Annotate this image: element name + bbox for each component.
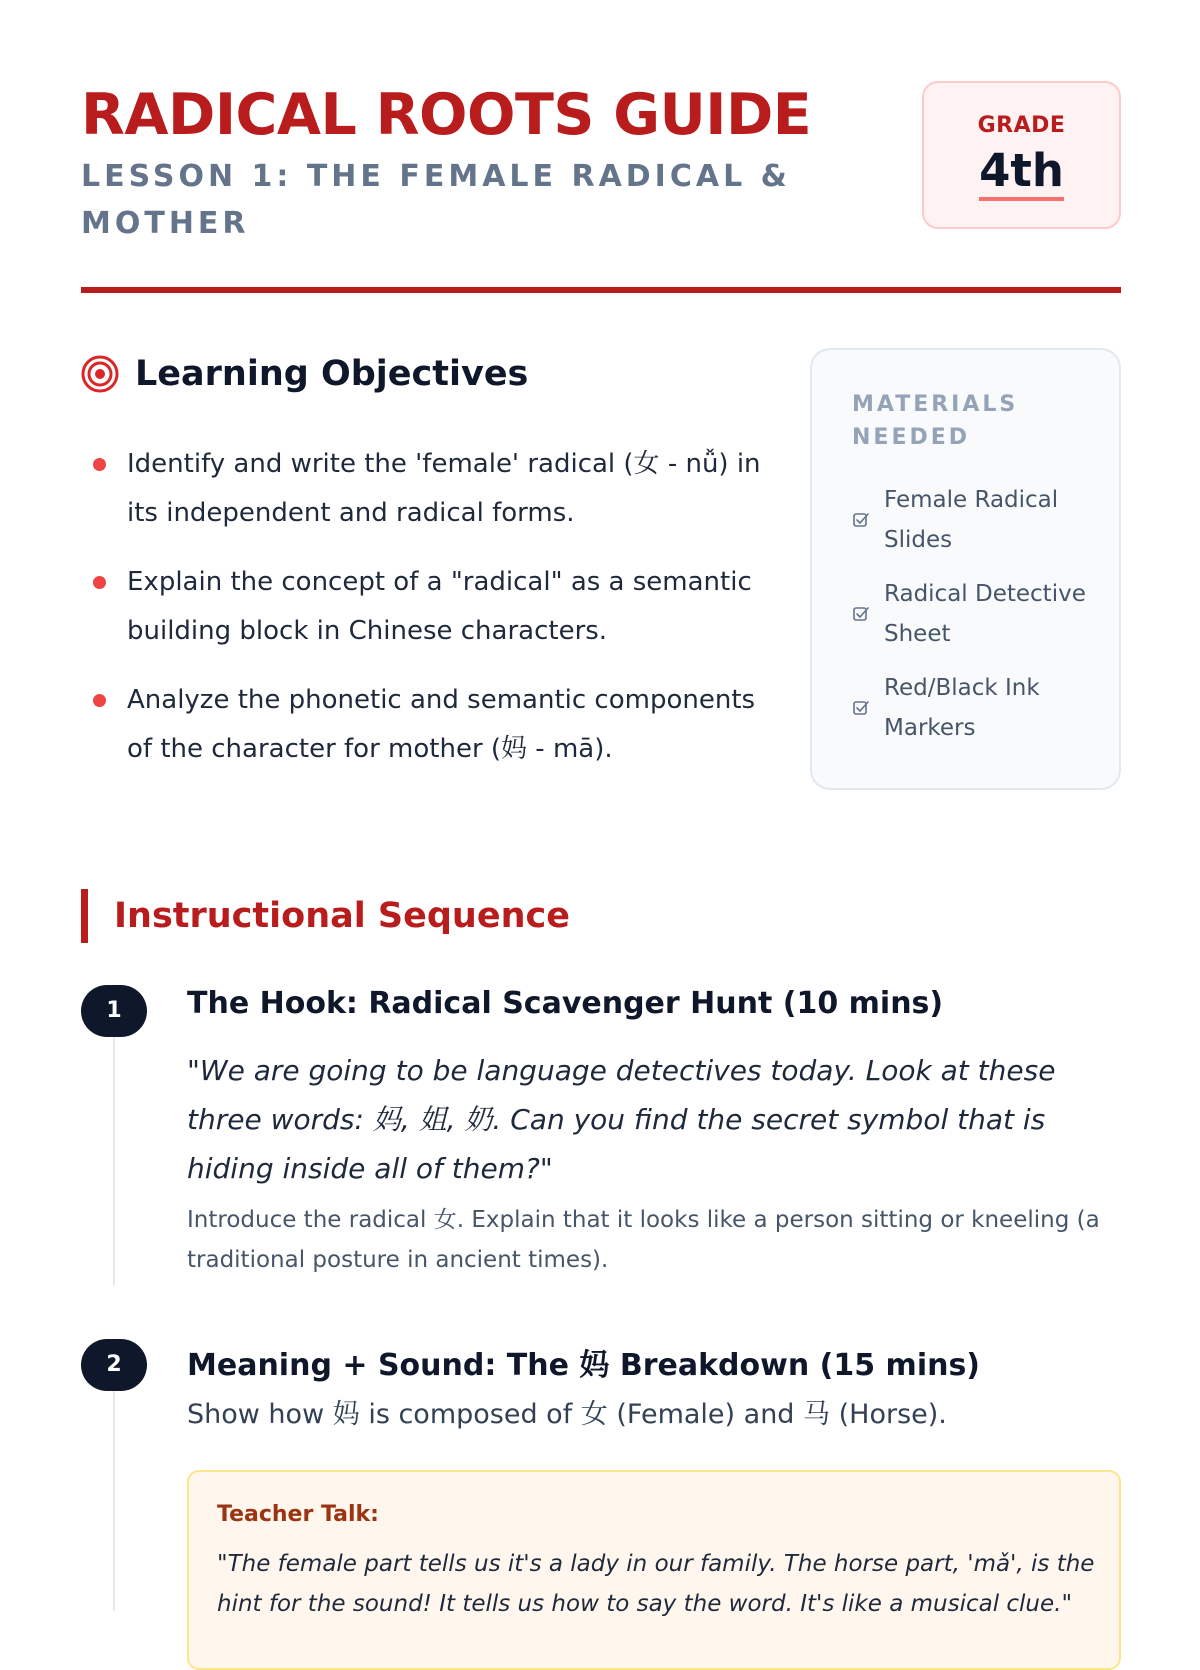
bullet-dot-icon	[93, 576, 106, 589]
checkbox-checked-icon	[852, 511, 870, 529]
objective-text: Identify and write the 'female' radical (女 - nǚ) in its independent and radical forms.	[127, 449, 761, 528]
material-label: Female Radical Slides	[884, 487, 1059, 553]
grade-value: 4th	[979, 144, 1064, 201]
checkbox-checked-icon	[852, 699, 870, 717]
teacher-talk-text: "The female part tells us it's a lady in our family. The horse part, 'mǎ', is the hint for the sound! It tells us how to say the word. It's like a musical clue."	[217, 1551, 1095, 1617]
sequence-heading: Instructional Sequence	[81, 889, 570, 943]
step-note: Introduce the radical 女. Explain that it looks like a person sitting or kneeling (a traditional posture in ancient times).	[187, 1207, 1100, 1273]
step-quote: "We are going to be language detectives today. Look at these three words: 妈, 姐, 奶. Can you find the secret symbol that is hiding inside all of them?"	[187, 1054, 1056, 1185]
materials-title: MATERIALS NEEDED	[852, 392, 1019, 450]
objectives-list	[81, 440, 761, 794]
grade-label: GRADE	[977, 113, 1066, 138]
grade-badge	[922, 81, 1121, 229]
material-item	[852, 574, 1102, 654]
objective-item	[81, 558, 761, 656]
material-label: Radical Detective Sheet	[884, 581, 1086, 647]
checkbox-checked-icon	[852, 605, 870, 623]
timeline-connector	[113, 1391, 115, 1611]
objectives-title: Learning Objectives	[135, 354, 529, 394]
step-number-badge: 2	[81, 1339, 147, 1391]
materials-panel	[810, 348, 1121, 790]
header-divider	[81, 287, 1121, 293]
step-title: Meaning + Sound: The 妈 Breakdown (15 mins)	[187, 1348, 981, 1383]
material-label: Red/Black Ink Markers	[884, 675, 1040, 741]
materials-list	[852, 480, 1102, 762]
teacher-talk-label: Teacher Talk:	[217, 1502, 379, 1527]
objectives-header	[81, 350, 528, 398]
page-title: RADICAL ROOTS GUIDE	[81, 82, 812, 148]
material-item	[852, 480, 1102, 560]
step-title: The Hook: Radical Scavenger Hunt (10 mins)	[187, 986, 944, 1021]
objective-text: Explain the concept of a "radical" as a semantic building block in Chinese characters.	[127, 567, 752, 646]
material-item	[852, 668, 1102, 748]
objective-text: Analyze the phonetic and semantic components of the character for mother (妈 - mā).	[127, 685, 756, 764]
target-icon	[81, 355, 119, 393]
step-number-badge: 1	[81, 985, 147, 1037]
step-description: Show how 妈 is composed of 女 (Female) and 马 (Horse).	[187, 1399, 947, 1430]
objective-item	[81, 676, 761, 774]
objective-item	[81, 440, 761, 538]
lesson-subtitle: LESSON 1: THE FEMALE RADICAL & MOTHER	[81, 159, 791, 241]
timeline-connector	[113, 1037, 115, 1285]
teacher-talk-callout	[187, 1470, 1121, 1670]
bullet-dot-icon	[93, 694, 106, 707]
lesson-page	[81, 0, 1121, 1617]
grade-value-wrapper	[924, 145, 1119, 197]
bullet-dot-icon	[93, 458, 106, 471]
